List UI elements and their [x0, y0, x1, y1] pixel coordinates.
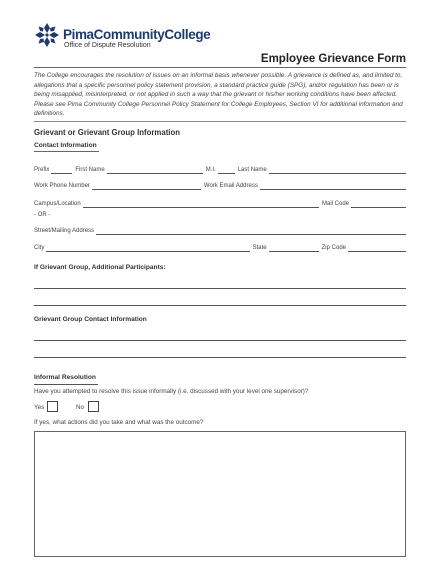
outcome-textarea[interactable]	[34, 431, 406, 557]
street-label: Street/Mailing Address	[34, 228, 95, 234]
work-email-label: Work Email Address	[203, 183, 258, 189]
prefix-label: Prefix	[34, 167, 50, 173]
city-field[interactable]	[46, 246, 249, 252]
mi-field[interactable]	[218, 168, 235, 174]
street-row	[34, 225, 406, 235]
last-name-field[interactable]	[269, 168, 406, 174]
form-title: Employee Grievance Form	[260, 53, 406, 65]
yes-checkbox[interactable]	[47, 401, 58, 412]
office-name: Office of Dispute Resolution	[64, 42, 151, 49]
name-row	[34, 164, 406, 174]
zip-label: Zip Code	[321, 245, 346, 251]
city-label: City	[34, 245, 45, 251]
informal-resolution-heading: Informal Resolution	[34, 374, 96, 381]
informal-resolution-underline	[34, 384, 98, 385]
intro-divider	[34, 121, 406, 122]
group-contact-line-1[interactable]	[34, 340, 406, 341]
campus-row	[34, 198, 406, 208]
intro-paragraph: The College encourages the resolution of issues on an informal basis whenever possible. A grievance is defined as, and limited to, allegations that a specific personnel policy statement provision, a standard practice guide (SPG), and/or regulation has been or is being misapplied, misinterpreted, or not applied in such a way that the grievant or his/her working conditions have been affected. Please see Pima Community College Personnel Policy Statement for College Employees, Section VI for additional information and definitions.	[34, 72, 403, 117]
grievant-section-heading: Grievant or Grievant Group Information	[34, 128, 180, 137]
group-contact-heading: Grievant Group Contact Information	[34, 316, 147, 323]
title-divider	[34, 67, 406, 68]
city-row	[34, 242, 406, 252]
brand-name: PimaCommunityCollege	[63, 27, 211, 42]
state-field[interactable]	[269, 246, 319, 252]
campus-label: Campus/Location	[34, 201, 81, 207]
mi-label: M.I.	[205, 167, 216, 173]
or-separator: - OR -	[34, 212, 51, 218]
first-name-field[interactable]	[107, 168, 203, 174]
work-phone-field[interactable]	[92, 184, 201, 190]
contact-info-heading: Contact Information	[34, 142, 97, 149]
participants-line-1[interactable]	[34, 288, 406, 289]
street-field[interactable]	[96, 229, 406, 235]
work-contact-row	[34, 180, 406, 190]
state-label: State	[252, 245, 267, 251]
last-name-label: Last Name	[237, 167, 267, 173]
followup-question: If yes, what actions did you take and what was the outcome?	[34, 419, 204, 426]
yes-label: Yes	[34, 404, 45, 411]
prefix-field[interactable]	[51, 168, 72, 174]
campus-field[interactable]	[83, 202, 319, 208]
first-name-label: First Name	[75, 167, 105, 173]
participants-line-2[interactable]	[34, 305, 406, 306]
informal-question: Have you attempted to resolve this issue informally (i.e. discussed with your level one supervisor)?	[34, 388, 309, 395]
mail-code-field[interactable]	[351, 202, 406, 208]
group-contact-line-2[interactable]	[34, 357, 406, 358]
no-label: No	[76, 404, 85, 411]
contact-info-underline	[34, 151, 99, 152]
work-phone-label: Work Phone Number	[34, 183, 90, 189]
no-checkbox[interactable]	[88, 401, 99, 412]
participants-heading: If Grievant Group, Additional Participants:	[34, 264, 166, 271]
pima-logo-icon	[34, 22, 60, 48]
mail-code-label: Mail Code	[321, 201, 349, 207]
work-email-field[interactable]	[260, 184, 406, 190]
zip-field[interactable]	[348, 246, 406, 252]
